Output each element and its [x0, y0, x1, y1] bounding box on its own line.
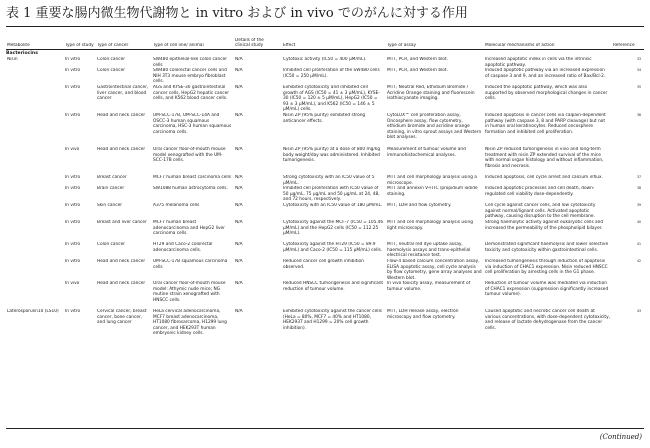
- cell-mechanism: Reduction of tumour volume was mediated via induction of CHAC1 expression (suppression significantly increased tumour volume).: [485, 281, 609, 297]
- cell-cancer-type: Breast and liver cancer: [97, 220, 147, 225]
- cell-metabolite: [6, 242, 64, 259]
- section-label: Bacteriocins: [6, 51, 38, 56]
- cell-study-type: In vitro: [65, 113, 81, 118]
- cell-cancer-type: Head and neck cancer: [97, 113, 146, 118]
- cell-effect: Inhibited cell proliferation with IC50 value of 50 µg/mL, 75 µg/mL and 50 µg/mL at 24, 48, and 72 hours, respectively.: [283, 186, 380, 202]
- table-row: [6, 147, 644, 175]
- cell-reference: 34: [636, 68, 641, 72]
- cell-clinical-details: N/A: [235, 57, 243, 62]
- cell-metabolite: Laterosporulin10 (LS10): [7, 309, 59, 314]
- cell-effect: Cytotoxic activity (IC50 = 400 µM/mL).: [283, 57, 367, 62]
- cell-assay-type: Flow-4 based calcium concentration assay, ELISA apoptotic assay, cell cycle analysis by flow cytometry, gene array analyses and Western blot.: [387, 259, 482, 281]
- cell-effect: Exhibited cytotoxicity and inhibited cell growth of AGS (IC50 = 41 ± 3 µM/mL), KYSE-30 (IC50 = 120 ± 5 µM/mL), HepG2 (IC50 = 93 ± 3 µM/mL), and K562 (IC50 = 146 ± 5 µM/mL) cells.: [283, 85, 380, 112]
- cell-reference: [612, 147, 644, 175]
- cell-reference: 37: [636, 175, 641, 179]
- cell-effect: Strong cytotoxicity with an IC50 value of 5 µM/mL.: [283, 175, 375, 186]
- cell-assay-type: Measurement of tumour volume and immunohistochemical analyses.: [387, 147, 466, 158]
- cell-study-type: In vivo: [65, 147, 80, 152]
- table-row: [6, 175, 644, 186]
- table-row: [6, 220, 644, 242]
- cell-mechanism: Induced apoptotic processes and cell death, down-regulated cell viability dose-dependently.: [485, 186, 595, 197]
- cell-study-type: In vitro: [65, 242, 81, 247]
- cell-reference: 36: [636, 113, 641, 117]
- cell-assay-type: MTT and annexin V-FITC /propidium iodide staining.: [387, 186, 478, 197]
- cell-cancer-type: Cervical cancer, breast cancer, bone cancer, and lung cancer: [97, 309, 147, 325]
- cell-study-type: In vitro: [65, 259, 81, 264]
- table-row: [6, 186, 644, 203]
- cell-reference: 38: [636, 186, 641, 190]
- column-header-cell-line: Type of cell line/ animal: [153, 42, 204, 48]
- cell-clinical-details: N/A: [235, 147, 243, 152]
- cell-assay-type: In vivo toxicity assay, measurement of tumour volume.: [387, 281, 471, 292]
- cell-cancer-type: Head and neck cancer: [97, 147, 146, 152]
- table-row: [6, 113, 644, 147]
- cell-cancer-type: Skin cancer: [97, 203, 122, 208]
- cell-reference: 43: [636, 309, 641, 313]
- column-header-effect: Effect: [283, 42, 296, 48]
- cell-clinical-details: N/A: [235, 242, 243, 247]
- cell-mechanism: Nisin ZP reduced tumorigenesis in vivo and long-term treatment with nisin ZP extended survival of the mice with normal organ histology and without inflammation, fibrosis and necrosis.: [485, 147, 604, 169]
- cell-mechanism: Induced apoptosis, cell cycle arrest and calcium influx.: [485, 175, 603, 180]
- column-header-metabolite: Metabolite: [7, 42, 30, 48]
- cell-assay-type: MTT, Neutral Red, Ethidium Bromide / Acridine Orange staining and fluorescein isothiocyanate imaging.: [387, 85, 475, 101]
- cell-metabolite: [6, 281, 64, 309]
- cell-cell-line: HeLa cervical adenocarcinoma, MCF7 breast adenocarcinoma, HT1080 fibrosarcoma, H1299 lung cancer, and HEK293T human embryonic kidney cells.: [153, 309, 227, 336]
- cell-cancer-type: Colon cancer: [97, 68, 126, 73]
- cell-study-type: In vitro: [65, 186, 81, 191]
- cell-clinical-details: N/A: [235, 259, 243, 264]
- table-body: [6, 57, 644, 343]
- table-row: [6, 259, 644, 281]
- cell-cancer-type: Head and neck cancer: [97, 259, 146, 264]
- cell-assay-type: MTT, LDH and flow cytometry.: [387, 203, 452, 208]
- cell-cancer-type: Colon cancer: [97, 57, 126, 62]
- cell-effect: Reduced cancer cell growth inhibition observed.: [283, 259, 364, 270]
- cell-effect: Cytotoxicity with an IC50 value of 180 µM/mL.: [283, 203, 383, 208]
- cell-cell-line: Oral cancer floor-of-mouth mouse model xenografted with the UM-SCC-17B cells.: [153, 147, 226, 163]
- cell-mechanism: Cell cycle against cancer cells, and low cytotoxicity against normal/lignant cells. Activated apoptotic pathway, causing disruption to the cell membrane.: [485, 203, 596, 219]
- cell-reference: 39: [636, 203, 641, 207]
- column-header-type-of-study: Type of study: [65, 42, 94, 48]
- column-header-clinical-details: Details of the clinical study: [235, 37, 264, 48]
- cell-clinical-details: N/A: [235, 220, 243, 225]
- table-row: [6, 57, 644, 68]
- cell-effect: Reduced HNSCC tumorigenesis and significant reduction of tumour volume.: [283, 281, 384, 292]
- cell-cancer-type: Head and neck cancer: [97, 281, 146, 286]
- cell-cell-line: AGS and KYSE-30 gastrointestinal cancer cells, HepG2 hepatic cancer cells, and K562 blood cancer cells.: [153, 85, 230, 101]
- cell-mechanism: Induced the apoptotic pathway, which was also supported by observed morphological changes in cancer cells.: [485, 85, 608, 101]
- cell-cell-line: UM-SCC-17B squamous carcinoma cells: [153, 259, 228, 270]
- table-row: [6, 309, 644, 343]
- cell-mechanism: Induced apoptosis in cancer cells via calpain-dependent pathway (with caspase 3, 8 and PARP cleavage) but not in human oral keratinocytes. Reduced oncosphere formation and inhibited cell proliferation.: [485, 113, 606, 135]
- cell-metabolite: [6, 147, 64, 175]
- cell-study-type: In vitro: [65, 175, 81, 180]
- cell-mechanism: Induced apoptotic pathway via an increased expression of caspase 3 and 9, and an increased ratio of Bax/Bcl-2.: [485, 68, 606, 79]
- cell-clinical-details: N/A: [235, 175, 243, 180]
- cell-mechanism: Increased apoptotic index in cells via the intrinsic apoptotic pathway.: [485, 57, 592, 68]
- table-bottom-rule: [6, 428, 644, 429]
- cell-assay-type: MTT and cell morphology analysis using a microscope.: [387, 175, 477, 186]
- cell-cell-line: SW1088 human astrocytoma cells.: [153, 186, 228, 191]
- cell-cell-line: A375 melanoma cells: [153, 203, 200, 208]
- cell-reference: 35: [636, 85, 641, 89]
- column-header-mechanism: Molecular mechanisms of action: [485, 42, 555, 48]
- table-row: [6, 68, 644, 85]
- table-row: [6, 85, 644, 113]
- cell-clinical-details: N/A: [235, 68, 243, 73]
- cell-assay-type: CytoLUX™ cell proliferation assay, Oncosphere assay, flow cytometry, ethidium bromide and acridine orange staining, in vitro sprout assays and Western blot analyses.: [387, 113, 482, 140]
- cell-mechanism: Demonstrated significant haemolysis and lower selective toxicity and cytotoxicity within gastrointestinal cells.: [485, 242, 609, 253]
- cell-metabolite: [6, 203, 64, 220]
- cell-reference: 42: [636, 259, 641, 263]
- cell-metabolite: [6, 186, 64, 203]
- cell-study-type: In vitro: [65, 203, 81, 208]
- table-row: [6, 281, 644, 309]
- cell-reference: 41: [636, 242, 641, 246]
- cell-reference: 33: [636, 57, 641, 61]
- cell-metabolite: [6, 175, 64, 186]
- cell-cell-line: MCF7 human breast carcinoma cells: [153, 175, 231, 180]
- column-header-type-of-cancer: Type of cancer: [97, 42, 129, 48]
- cell-mechanism: Increased tumorigenesis through induction of apoptosis via induction of CHAC1 expression. Nisin reduced HNSCC cell proliferation by arresting cells in the G1 phase.: [485, 259, 608, 275]
- cell-clinical-details: N/A: [235, 186, 243, 191]
- cell-effect: Cytotoxicity against the MCF-7 (IC50 = 105.46 µM/mL) and the HepG2 cells (IC50 = 112.25 µM/mL).: [283, 220, 384, 236]
- cell-clinical-details: N/A: [235, 309, 243, 314]
- cell-assay-type: MTT, PCR, and Western blot.: [387, 68, 448, 73]
- column-header-reference: Reference: [613, 42, 635, 48]
- cell-assay-type: MTT, LDH release assay, electron microscopy and flow cytometry.: [387, 309, 459, 320]
- cell-metabolite: Nisin: [7, 57, 18, 62]
- cell-metabolite: [6, 113, 64, 147]
- column-header-type-of-assay: Type of assay: [387, 42, 417, 48]
- cell-clinical-details: N/A: [235, 281, 243, 286]
- cell-clinical-details: N/A: [235, 85, 243, 90]
- cell-mechanism: Caused apoptotic and necrotic cancer cell death at various concentrations, with dose-dependent cytotoxicity, and release of lactate dehydrogenase from the cancer cells.: [485, 309, 610, 331]
- cell-clinical-details: N/A: [235, 113, 243, 118]
- table-header-rule: [6, 49, 644, 50]
- cell-clinical-details: N/A: [235, 203, 243, 208]
- continued-label: (Continued): [599, 433, 642, 441]
- table-header: [6, 27, 644, 49]
- table-row: [6, 203, 644, 220]
- cell-assay-type: MTT, PCR, and Western blot.: [387, 57, 448, 62]
- cell-cell-line: SW480 colorectal cancer cells and NIH 3T3 mouse embryo fibroblast cells.: [153, 68, 227, 84]
- cell-effect: Inhibited cell proliferation of the SW480 cells (IC50 = 250 µM/mL).: [283, 68, 380, 79]
- cell-metabolite: [6, 259, 64, 281]
- cell-effect: Nisin ZP (95% purity) at a dose of 800 mg/kg body weight/day was administered. Inhibited tumorigenesis.: [283, 147, 381, 163]
- cell-cell-line: MCF7 human breast adenocarcinoma and HepG2 liver carcinoma cells.: [153, 220, 225, 236]
- cell-assay-type: MTT, neutral red dye uptake assay, haemolysis assays and trans-epithelial electrical resistance test.: [387, 242, 471, 258]
- table-title: 表 1 重要な腸内微生物代謝物と in vitro および in vivo でのがんに対する作用: [6, 6, 468, 21]
- cell-reference: [612, 281, 644, 309]
- cell-study-type: In vitro: [65, 309, 81, 314]
- cell-cell-line: Oral cancer floor-of-mouth mouse model: Athymic nude mice; NG mutine strain xenografted with HNSCC cells.: [153, 281, 226, 303]
- cell-effect: Cytotoxicity against the HT29 (IC50 = 89.9 µM/mL) and Caco-2 (IC50 = 115 µM/mL) cells.: [283, 242, 383, 253]
- cell-study-type: In vitro: [65, 220, 81, 225]
- cell-cancer-type: Breast cancer: [97, 175, 127, 180]
- cell-cancer-type: Brain cancer: [97, 186, 125, 191]
- cell-cancer-type: Colon cancer: [97, 242, 126, 247]
- cell-effect: Nisin ZP (95% purity) exhibited strong anticancer effects.: [283, 113, 366, 124]
- table-row: [6, 242, 644, 259]
- cell-reference: 40: [636, 220, 641, 224]
- cell-effect: Exhibited cytotoxicity against the cancer cells (HeLa = 80%, MCF7 = 40% and HT1080, HEK293T and H1299 = 20% cell growth inhibition).: [283, 309, 382, 331]
- cell-mechanism: Strong haemolytic activity against eukaryotic cells and increased the permeability of the phospholipid bilayer.: [485, 220, 604, 231]
- cell-cancer-type: Gastrointestinal cancer, liver cancer, and blood cancer: [97, 85, 149, 101]
- cell-study-type: In vivo: [65, 281, 80, 286]
- cell-metabolite: [6, 85, 64, 113]
- cell-assay-type: MTT and cell morphology analysis using light microscopy.: [387, 220, 473, 231]
- cell-metabolite: [6, 68, 64, 85]
- cell-study-type: In vitro: [65, 68, 81, 73]
- cell-metabolite: [6, 220, 64, 242]
- cell-study-type: In vitro: [65, 57, 81, 62]
- cell-cell-line: SW480 epithelial-like colon cancer cells: [153, 57, 228, 68]
- cell-cell-line: HT29 and Caco-2 colorectal adenocarcinoma cells.: [153, 242, 213, 253]
- cell-cell-line: UM-SCC-17B, UM-SCC-14A and OSCC-3 human squamous carcinoma, HSC-3 human squamous carcinoma cells.: [153, 113, 232, 135]
- cell-study-type: In vitro: [65, 85, 81, 90]
